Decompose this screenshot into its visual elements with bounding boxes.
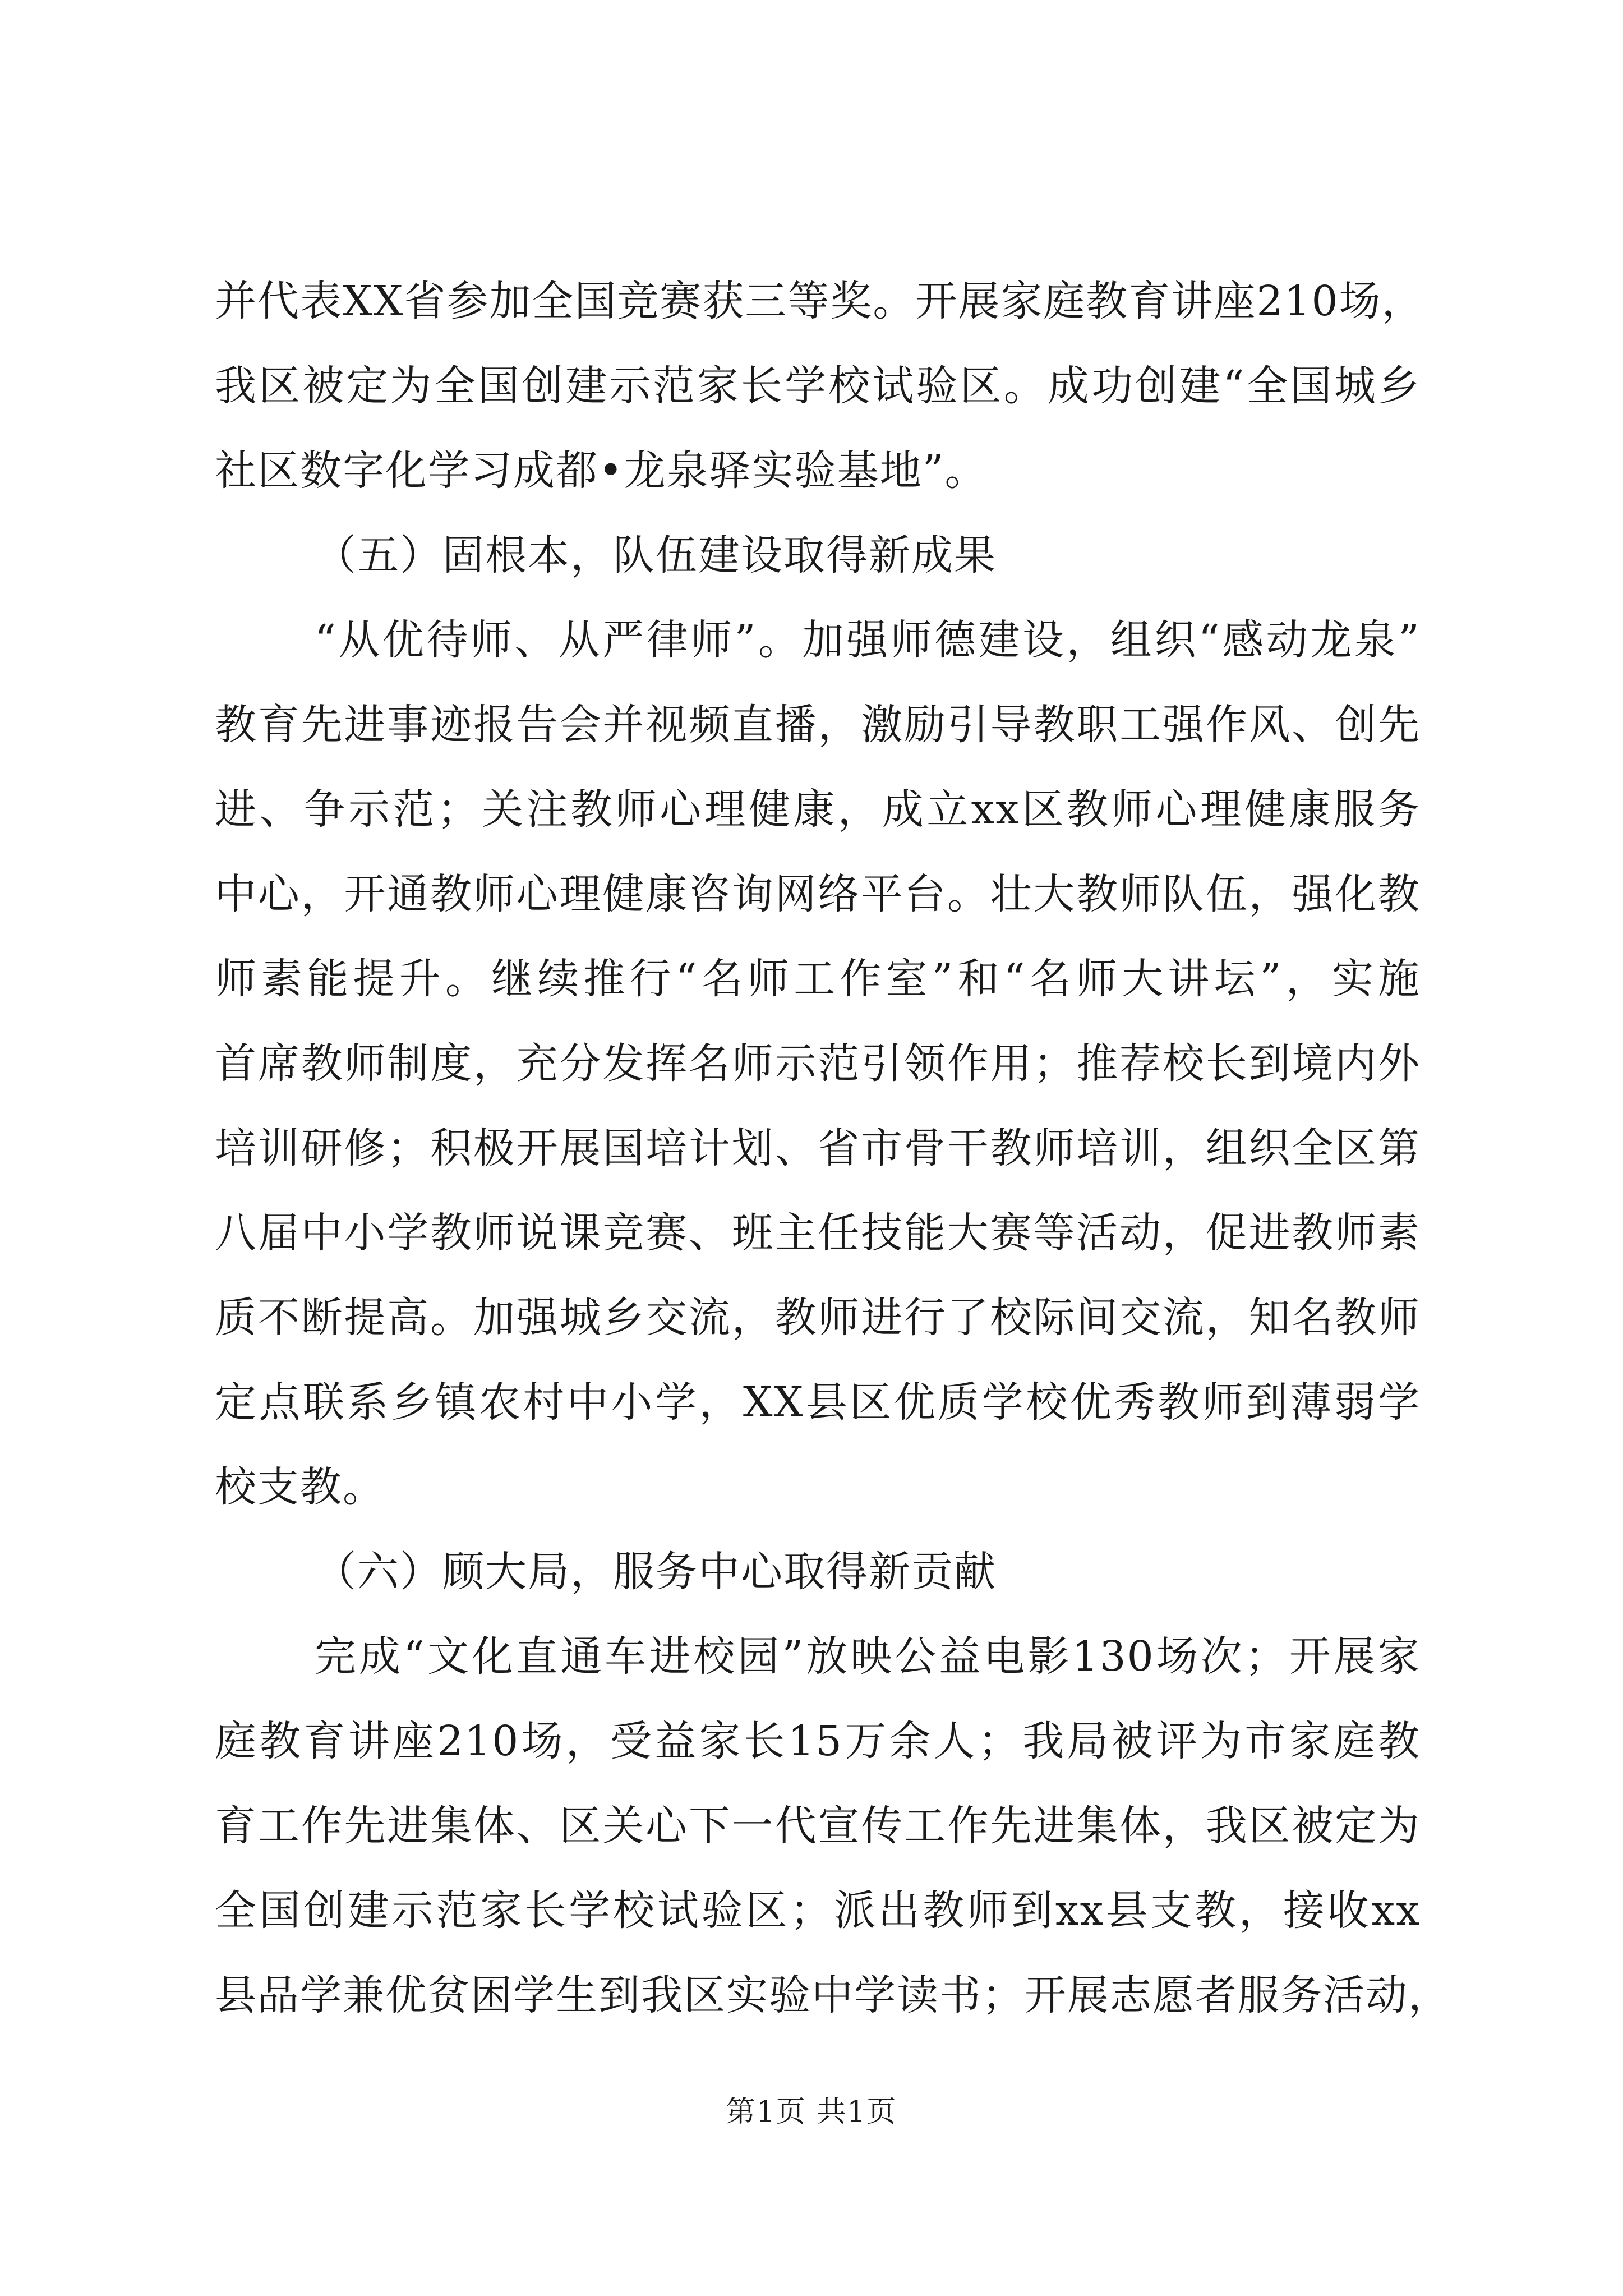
text-line: 八届中小学教师说课竞赛、班主任技能大赛等活动，促进教师素 bbox=[215, 1209, 1421, 1257]
section-heading: （五）固根本，队伍建设取得新成果 bbox=[315, 531, 997, 579]
text-line: 县品学兼优贫困学生到我区实验中学读书；开展志愿者服务活动， bbox=[215, 1971, 1451, 2019]
text-line: 校支教。 bbox=[215, 1463, 385, 1511]
text-line: 质不断提高。加强城乡交流，教师进行了校际间交流，知名教师 bbox=[215, 1294, 1421, 1342]
text-line: 进、争示范；关注教师心理健康，成立xx区教师心理健康服务 bbox=[215, 785, 1421, 834]
text-line: 定点联系乡镇农村中小学，XX县区优质学校优秀教师到薄弱学 bbox=[215, 1378, 1421, 1427]
text-line: 育工作先进集体、区关心下一代宣传工作先进集体，我区被定为 bbox=[215, 1802, 1421, 1850]
text-line: “从优待师、从严律师”。加强师德建设，组织“感动龙泉” bbox=[315, 616, 1421, 664]
body-text bbox=[215, 259, 1451, 2038]
text-line: 我区被定为全国创建示范家长学校试验区。成功创建“全国城乡 bbox=[215, 362, 1421, 410]
page-footer: 第1页 共1页 bbox=[726, 2095, 897, 2129]
text-line: 教育先进事迹报告会并视频直播，激励引导教职工强作风、创先 bbox=[215, 701, 1421, 749]
text-line: 并代表XX省参加全国竞赛获三等奖。开展家庭教育讲座210场， bbox=[215, 277, 1424, 325]
text-line: 完成“文化直通车进校园”放映公益电影130场次；开展家 bbox=[315, 1632, 1421, 1681]
text-line: 庭教育讲座210场，受益家长15万余人；我局被评为市家庭教 bbox=[215, 1717, 1421, 1765]
text-line: 社区数字化学习成都•龙泉驿实验基地”。 bbox=[215, 447, 988, 495]
text-line: 全国创建示范家长学校试验区；派出教师到xx县支教，接收xx bbox=[215, 1887, 1421, 1935]
text-line: 中心，开通教师心理健康咨询网络平台。壮大教师队伍，强化教 bbox=[215, 870, 1421, 918]
text-line: 首席教师制度，充分发挥名师示范引领作用；推荐校长到境内外 bbox=[215, 1039, 1421, 1088]
text-line: 培训研修；积极开展国培计划、省市骨干教师培训，组织全区第 bbox=[215, 1124, 1421, 1172]
text-line: 师素能提升。继续推行“名师工作室”和“名师大讲坛”，实施 bbox=[215, 955, 1421, 1003]
section-heading: （六）顾大局，服务中心取得新贡献 bbox=[315, 1548, 997, 1596]
